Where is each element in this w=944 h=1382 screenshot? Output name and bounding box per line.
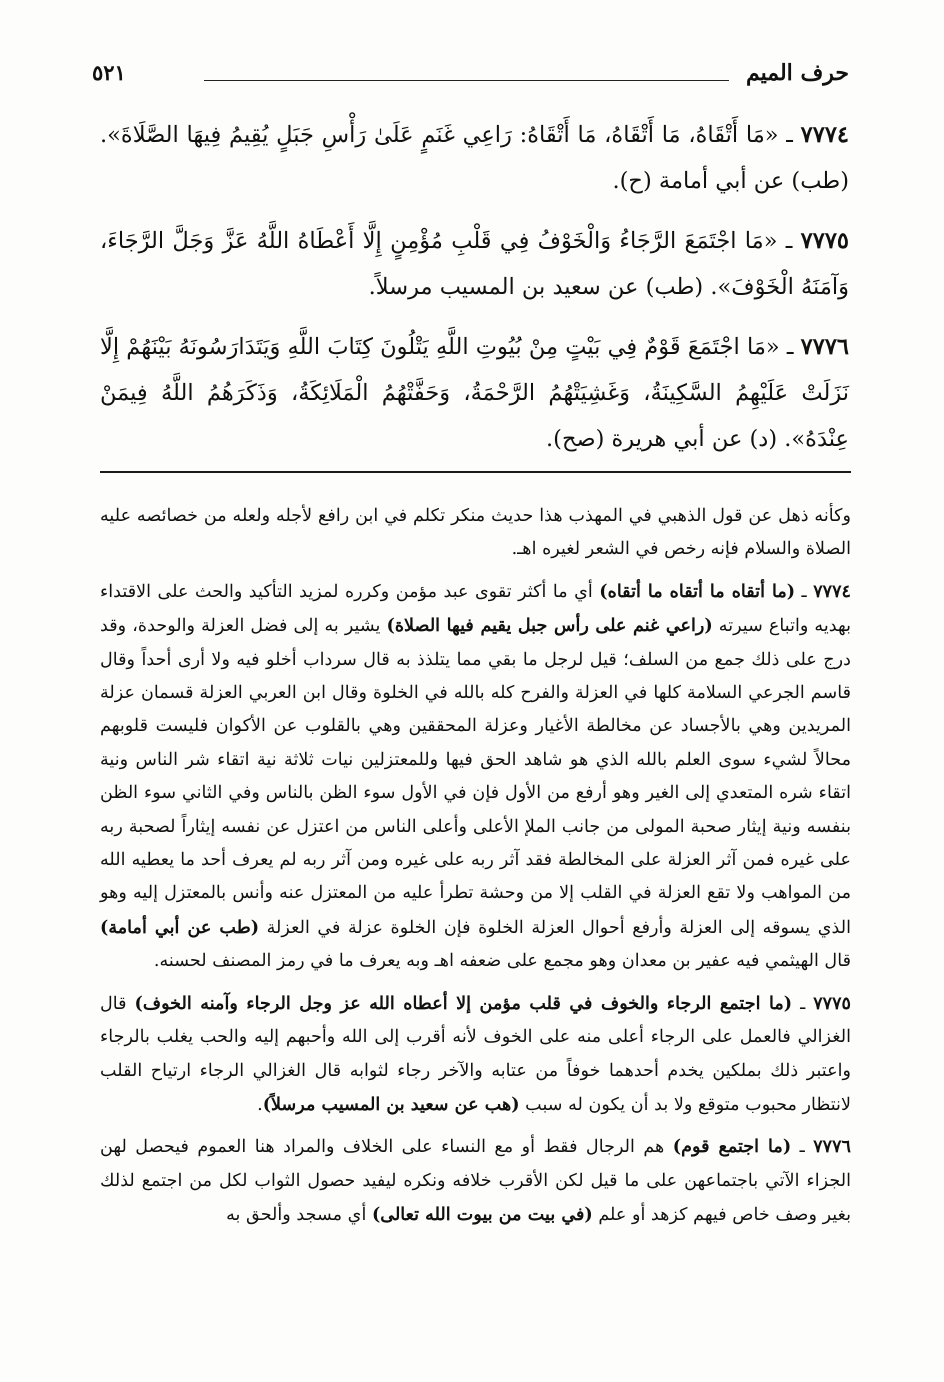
commentary-text: قال الغزالي فالعمل على الرجاء أعلى منه على الخوف لأنه أقرب إلى الله وأحبهم إليه والحب يغلب بالرجاء واعتبر ذلك بملكين يخدم أحدهما خوفاً من عتابه والآخر رجاء لثوابه قال الغزالي الرجاء ارتياح القلب لانتظار محبوب متوقع ولا بد أن يكون له سبب [100,993,851,1115]
hadith-entry [100,112,849,204]
commentary-quote: (ما اجتمع قوم) [672,1136,792,1158]
commentary-number: ٧٧٧٦ [813,1136,851,1158]
hadith-number: ٧٧٧٦ [800,334,849,360]
hadith-body: ـ «مَا أَتْقَاهُ، مَا أَتْقَاهُ، مَا أَتْقَاهُ: رَاعِي غَنَمٍ عَلَىٰ رَأْسِ جَبَلٍ يُقِيمُ فِيهَا الصَّلَاةَ». (طب) عن أبي أمامة (ح). [100,122,849,194]
commentary-quote: (في بيت من بيوت الله تعالى) [371,1204,593,1226]
commentary-text: أي مسجد وألحق به [226,1205,372,1226]
commentary-text: يشير به إلى فضل العزلة والوحدة، وقد درج على ذلك جمع من السلف؛ قيل لرجل ما بقي مما يتلذذ به قال سرداب أخلو فيه ولا أرى أحداً وقال قاسم الجرعي السلامة كلها في العزلة والفرح كله بالله في الخلوة وقال ابن العربي العزلة قسمان عزلة المريدين وهي بالأجساد عن مخالطة الأغيار وعزلة المحققين وهي بالقلوب عن الأكوان فليست قلوبهم محالاً لشيء سوى العلم بالله الذي هو شاهد الحق فيها وللمعتزلين نيات ثلاثة نية اتقاء شر الناس ونية اتقاء شره المتعدي إلى الغير وهو أرفع من الأول فإن في الأول سوء الظن بالناس وفي الثاني سوء الظن بنفسه ونية إيثار صحبة المولى من جانب الملإ الأعلى وأعلى الناس من اعتزل عن نفسه إيثاراً لصحبة ربه على غيره فمن آثر العزلة على المخالطة فقد آثر ربه على غيره ومن آثر ربه لم يعرف أحد ما يعطيه الله من المواهب ولا تقع العزلة في القلب إلا من وحشة تطرأ عليه من المعتزل عنه وأنس بالمعتزل إليه وهو الذي يسوقه إلى العزلة وأرفع أحوال العزلة الخلوة فإن الخلوة عزلة في العزلة [100,616,851,938]
commentary-text: قال الهيثمي فيه عفير بن معدان وهو مجمع على ضعفه اهـ وبه يعرف ما في رمز المصنف لحسنه. [153,951,851,972]
hadith-entry [100,324,849,462]
commentary-quote: (ما اجتمع الرجاء والخوف في قلب مؤمن إلا أعطاه الله عز وجل الرجاء وآمنه الخوف) [134,992,793,1014]
hadith-entry [100,218,849,310]
commentary-paragraph [100,987,851,1123]
commentary-paragraph [100,1130,851,1232]
commentary-quote: (ما أتقاه ما أتقاه ما أتقاه) [599,580,796,602]
hadith-body: ـ «مَا اجْتَمَعَ الرَّجَاءُ وَالْخَوْفُ فِي قَلْبِ مُؤْمِنٍ إِلَّا أَعْطَاهُ اللَّهُ عَزَّ وَجَلَّ الرَّجَاءَ، وَآمَنَهُ الْخَوْفَ». (طب) عن سعيد بن المسيب مرسلاً. [100,228,849,300]
page-header [92,58,849,98]
commentary-text: أي ما أكثر تقوى عبد مؤمن وكرره لمزيد التأكيد والحث على الاقتداء بهديه واتباع سيرته [100,581,852,637]
hadith-text-section [100,112,849,476]
commentary-text: ـ [791,1137,814,1158]
hadith-number: ٧٧٧٤ [800,122,849,148]
commentary-source: (طب عن أبي أمامة) [100,916,260,938]
commentary-text: ـ [792,993,814,1014]
commentary-source: (هب عن سعيد بن المسيب مرسلاً) [262,1093,520,1115]
commentary-paragraph [100,575,851,979]
commentary-intro: وكأنه ذهل عن قول الذهبي في المهذب هذا حديث منكر تكلم في ابن رافع لأجله ولعله من خصائصه عليه الصلاة والسلام فإنه رخص في الشعر لغيره اهـ. [100,506,851,560]
section-divider [100,471,851,473]
commentary-number: ٧٧٧٤ [813,580,851,602]
commentary-number: ٧٧٧٥ [813,992,851,1014]
commentary-text: . [257,1094,263,1115]
commentary-section [100,500,851,1241]
commentary-text: هم الرجال فقط أو مع النساء على الخلاف والمراد هنا العموم فيحصل لهن الجزاء الآتي باجتماعهن على ما قيل لكن الأقرب خلافه ونكره ليفيد حصول الثواب لكل من اجتمع لذلك بغير وصف خاص فيهم كزهد أو علم [100,1137,851,1226]
commentary-text: ـ [795,581,814,602]
hadith-number: ٧٧٧٥ [800,228,849,254]
commentary-quote: (راعي غنم على رأس جبل يقيم فيها الصلاة) [386,615,713,637]
header-rule [204,80,729,81]
page-number: ٥٢١ [92,60,126,85]
chapter-title: حرف الميم [745,60,849,86]
hadith-body: ـ «مَا اجْتَمَعَ قَوْمٌ فِي بَيْتٍ مِنْ بُيُوتِ اللَّهِ يَتْلُونَ كِتَابَ اللَّهِ وَيَتَدَارَسُونَهُ بَيْنَهُمْ إِلَّا نَزَلَتْ عَلَيْهِمُ السَّكِينَةُ، وَغَشِيَتْهُمُ الرَّحْمَةُ، وَحَفَّتْهُمُ الْمَلَائِكَةُ، وَذَكَرَهُمُ اللَّهُ فِيمَنْ عِنْدَهُ». (د) عن أبي هريرة (صح). [100,334,849,452]
